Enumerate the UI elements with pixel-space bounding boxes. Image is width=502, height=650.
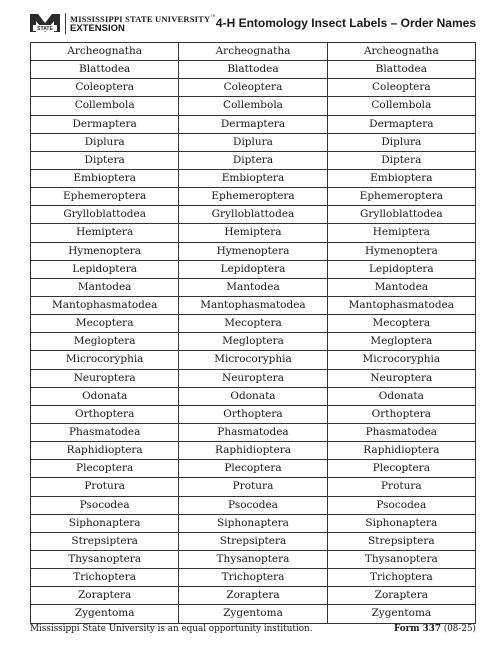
- table-row: [31, 605, 476, 623]
- label-cell: Raphidioptera: [179, 442, 327, 460]
- label-cell: Embioptera: [179, 169, 327, 187]
- label-cell: Trichoptera: [179, 569, 327, 587]
- table-row: [31, 169, 476, 187]
- label-cell: Zoraptera: [179, 587, 327, 605]
- label-cell: Archeognatha: [327, 43, 475, 61]
- label-cell: Zygentoma: [327, 605, 475, 623]
- label-cell: Diplura: [327, 133, 475, 151]
- table-row: [31, 242, 476, 260]
- table-row: [31, 333, 476, 351]
- label-cell: Phasmatodea: [327, 423, 475, 441]
- labels-table-body: [31, 43, 476, 624]
- label-cell: Psocodea: [31, 496, 179, 514]
- label-cell: Lepidoptera: [179, 260, 327, 278]
- table-row: [31, 151, 476, 169]
- label-cell: Blattodea: [327, 61, 475, 79]
- label-cell: Phasmatodea: [31, 423, 179, 441]
- label-cell: Mecoptera: [327, 315, 475, 333]
- label-cell: Ephemeroptera: [327, 188, 475, 206]
- label-cell: Odonata: [327, 387, 475, 405]
- label-cell: Archeognatha: [31, 43, 179, 61]
- table-row: [31, 405, 476, 423]
- label-cell: Orthoptera: [327, 405, 475, 423]
- label-cell: Dermaptera: [179, 115, 327, 133]
- label-cell: Lepidoptera: [327, 260, 475, 278]
- table-row: [31, 61, 476, 79]
- msu-logo-icon: [30, 12, 60, 34]
- label-cell: Siphonaptera: [327, 514, 475, 532]
- footer-statement: Mississippi State University is an equal opportunity institution.: [30, 624, 313, 634]
- label-cell: Ephemeroptera: [31, 188, 179, 206]
- label-cell: Hymenoptera: [179, 242, 327, 260]
- table-row: [31, 278, 476, 296]
- table-row: [31, 460, 476, 478]
- label-cell: Plecoptera: [179, 460, 327, 478]
- extension-label: EXTENSION: [70, 23, 125, 34]
- label-cell: Dermaptera: [31, 115, 179, 133]
- label-cell: Dermaptera: [327, 115, 475, 133]
- table-row: [31, 351, 476, 369]
- label-cell: Megloptera: [179, 333, 327, 351]
- label-cell: Hymenoptera: [31, 242, 179, 260]
- label-cell: Zygentoma: [179, 605, 327, 623]
- label-cell: Grylloblattodea: [31, 206, 179, 224]
- label-cell: Megloptera: [327, 333, 475, 351]
- table-row: [31, 260, 476, 278]
- label-cell: Mantophasmatodea: [179, 296, 327, 314]
- label-cell: Raphidioptera: [31, 442, 179, 460]
- table-row: [31, 115, 476, 133]
- label-cell: Psocodea: [327, 496, 475, 514]
- label-cell: Siphonaptera: [179, 514, 327, 532]
- label-cell: Coleoptera: [179, 79, 327, 97]
- table-row: [31, 97, 476, 115]
- footer-form-number: Form 337 (08-25): [393, 624, 476, 634]
- table-row: [31, 442, 476, 460]
- table-row: [31, 79, 476, 97]
- table-row: [31, 43, 476, 61]
- label-cell: Mantodea: [179, 278, 327, 296]
- labels-table: [30, 42, 476, 624]
- table-row: [31, 550, 476, 568]
- logo-divider: [65, 13, 66, 34]
- label-cell: Strepsiptera: [179, 532, 327, 550]
- table-row: [31, 532, 476, 550]
- label-cell: Diplura: [179, 133, 327, 151]
- label-cell: Hymenoptera: [327, 242, 475, 260]
- label-cell: Mantophasmatodea: [327, 296, 475, 314]
- label-cell: Protura: [327, 478, 475, 496]
- table-row: [31, 387, 476, 405]
- label-cell: Siphonaptera: [31, 514, 179, 532]
- label-cell: Hemiptera: [31, 224, 179, 242]
- table-row: [31, 496, 476, 514]
- label-cell: Protura: [31, 478, 179, 496]
- label-cell: Strepsiptera: [327, 532, 475, 550]
- label-cell: Ephemeroptera: [179, 188, 327, 206]
- label-cell: Collembola: [179, 97, 327, 115]
- label-cell: Grylloblattodea: [179, 206, 327, 224]
- label-cell: Mantodea: [327, 278, 475, 296]
- label-cell: Orthoptera: [179, 405, 327, 423]
- label-cell: Neuroptera: [179, 369, 327, 387]
- label-cell: Plecoptera: [31, 460, 179, 478]
- label-cell: Archeognatha: [179, 43, 327, 61]
- table-row: [31, 569, 476, 587]
- table-row: [31, 423, 476, 441]
- table-row: [31, 188, 476, 206]
- label-cell: Grylloblattodea: [327, 206, 475, 224]
- label-cell: Raphidioptera: [327, 442, 475, 460]
- label-cell: Blattodea: [179, 61, 327, 79]
- label-cell: Microcoryphia: [327, 351, 475, 369]
- university-name: MISSISSIPPI STATE UNIVERSITY™: [70, 13, 216, 24]
- label-cell: Diptera: [179, 151, 327, 169]
- table-row: [31, 133, 476, 151]
- label-cell: Embioptera: [327, 169, 475, 187]
- label-cell: Megloptera: [31, 333, 179, 351]
- label-cell: Microcoryphia: [179, 351, 327, 369]
- label-cell: Zoraptera: [327, 587, 475, 605]
- label-cell: Trichoptera: [327, 569, 475, 587]
- label-cell: Zygentoma: [31, 605, 179, 623]
- page-header: [30, 12, 476, 36]
- label-cell: Odonata: [31, 387, 179, 405]
- table-row: [31, 369, 476, 387]
- label-cell: Mantodea: [31, 278, 179, 296]
- label-cell: Hemiptera: [327, 224, 475, 242]
- label-cell: Zoraptera: [31, 587, 179, 605]
- table-row: [31, 296, 476, 314]
- label-cell: Thysanoptera: [179, 550, 327, 568]
- label-cell: Thysanoptera: [31, 550, 179, 568]
- label-cell: Hemiptera: [179, 224, 327, 242]
- table-row: [31, 206, 476, 224]
- svg-text:STATE: STATE: [37, 26, 53, 32]
- page-title: 4-H Entomology Insect Labels – Order Names: [215, 16, 476, 30]
- label-cell: Collembola: [31, 97, 179, 115]
- label-cell: Odonata: [179, 387, 327, 405]
- table-row: [31, 224, 476, 242]
- label-cell: Microcoryphia: [31, 351, 179, 369]
- label-cell: Blattodea: [31, 61, 179, 79]
- table-row: [31, 587, 476, 605]
- label-cell: Diptera: [327, 151, 475, 169]
- label-cell: Coleoptera: [327, 79, 475, 97]
- label-cell: Collembola: [327, 97, 475, 115]
- label-cell: Coleoptera: [31, 79, 179, 97]
- label-cell: Protura: [179, 478, 327, 496]
- label-cell: Embioptera: [31, 169, 179, 187]
- label-cell: Diptera: [31, 151, 179, 169]
- label-cell: Mantophasmatodea: [31, 296, 179, 314]
- label-cell: Diplura: [31, 133, 179, 151]
- label-cell: Plecoptera: [327, 460, 475, 478]
- label-cell: Orthoptera: [31, 405, 179, 423]
- label-cell: Neuroptera: [327, 369, 475, 387]
- table-row: [31, 315, 476, 333]
- label-cell: Thysanoptera: [327, 550, 475, 568]
- label-cell: Psocodea: [179, 496, 327, 514]
- label-cell: Trichoptera: [31, 569, 179, 587]
- label-cell: Lepidoptera: [31, 260, 179, 278]
- label-cell: Neuroptera: [31, 369, 179, 387]
- table-row: [31, 514, 476, 532]
- label-cell: Phasmatodea: [179, 423, 327, 441]
- label-cell: Mecoptera: [31, 315, 179, 333]
- label-cell: Strepsiptera: [31, 532, 179, 550]
- label-cell: Mecoptera: [179, 315, 327, 333]
- table-row: [31, 478, 476, 496]
